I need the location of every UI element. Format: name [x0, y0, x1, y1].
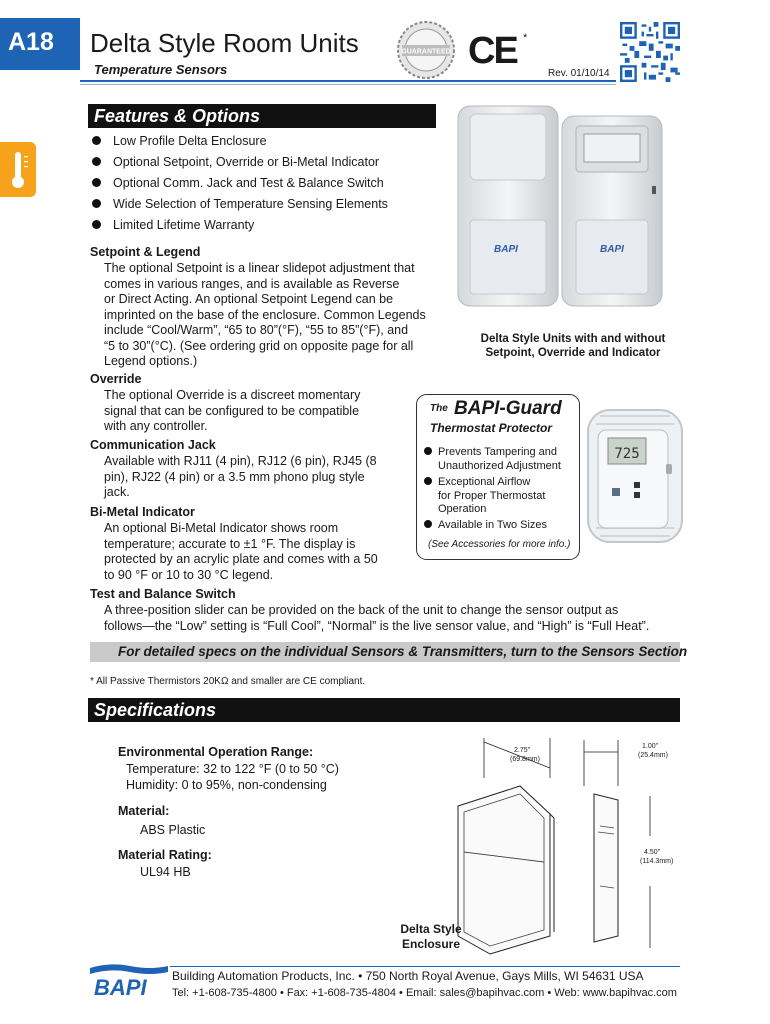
specifications-heading: Specifications [88, 698, 680, 722]
env-range-heading: Environmental Operation Range: [118, 745, 314, 759]
guard-bullet: Available in Two Sizes [424, 519, 574, 533]
dim-width-inches: 2.75" [514, 747, 531, 754]
footer-address: Building Automation Products, Inc. • 750 North Royal Avenue, Gays Mills, WI 54631 USA [172, 969, 644, 983]
comm-jack-text: Available with RJ11 (4 pin), RJ12 (6 pin), RJ45 (8 pin), RJ22 (4 pin) or a 3.5 mm phono plug style jack. [104, 454, 377, 499]
dim-height-mm: (114.3mm) [640, 858, 674, 865]
guard-bullet: Prevents Tampering and Unauthorized Adjustment [424, 446, 574, 473]
ce-asterisk: * [523, 32, 528, 44]
svg-text:BAPI: BAPI [600, 244, 624, 255]
material-rating-heading: Material Rating: [118, 848, 212, 862]
seal-text: GUARANTEED [401, 48, 451, 56]
guard-display-reading: 725 [614, 446, 640, 462]
footer-rule [170, 966, 680, 967]
enclosure-dimension-drawing [450, 726, 680, 956]
bimetal-text: An optional Bi-Metal Indicator shows room temperature; accurate to ±1 °F. The display is protected by an acrylic plate and comes with a 50 to 90 °F or 10 to 30 °C legend. [104, 521, 378, 582]
ce-mark-icon: CE [468, 30, 517, 72]
feature-bullet: Low Profile Delta Enclosure [92, 134, 267, 148]
dim-depth-mm: (25.4mm) [638, 752, 668, 759]
comm-jack-heading: Communication Jack [90, 438, 216, 452]
header-rule-thin [80, 84, 616, 85]
page-title: Delta Style Room Units [90, 28, 359, 58]
product-code: A18 [8, 28, 54, 56]
dim-width-mm: (69.8mm) [510, 756, 540, 763]
dim-depth-inches: 1.00" [642, 743, 659, 750]
header-rule [80, 80, 616, 82]
category-tab [0, 142, 36, 197]
guarantee-seal-icon [396, 20, 456, 80]
features-heading: Features & Options [88, 104, 436, 128]
feature-bullet: Optional Setpoint, Override or Bi-Metal Indicator [92, 155, 379, 169]
drawing-caption: Delta Style Enclosure [400, 922, 462, 951]
guard-name: BAPI-Guard [454, 398, 562, 419]
revision-date: Rev. 01/10/14 [548, 68, 610, 79]
page-subtitle: Temperature Sensors [94, 62, 228, 77]
override-text: The optional Override is a discreet momentary signal that can be configured to be compatible with any controller. [104, 388, 361, 433]
bapi-logo-text: BAPI [94, 975, 147, 998]
ce-footnote: * All Passive Thermistors 20KΩ and smaller are CE compliant. [90, 676, 366, 687]
env-humidity: Humidity: 0 to 95%, non-condensing [126, 778, 327, 792]
material-value: ABS Plastic [140, 823, 206, 837]
guard-the: The [430, 403, 448, 414]
guard-bullet: Exceptional Airflow for Proper Thermostat Operation [424, 476, 574, 517]
setpoint-text: The optional Setpoint is a linear slidepot adjustment that comes in various ranges, and is available as Reverse or Direct Acting. An optional Setpoint Legend can be imprinted on the base of the enclosure. Common Legends include “Cool/Warm”, “65 to 80”(°F), “55 to 85”(°F), and “5 to 30”(°C). (See ordering grid on opposite page for all Legend options.) [104, 261, 426, 368]
feature-bullet: Limited Lifetime Warranty [92, 218, 254, 232]
bapi-logo[interactable] [90, 962, 168, 998]
bapi-guard-photo [586, 408, 684, 544]
thermometer-icon [0, 142, 36, 197]
test-balance-text: A three-position slider can be provided on the back of the unit to change the sensor output as follows—the “Low” setting is “Full Cool”, “Normal” is the live sensor value, and “High” is “Full Heat”. [104, 603, 650, 633]
qr-code-icon[interactable] [620, 22, 680, 82]
bimetal-heading: Bi-Metal Indicator [90, 505, 195, 519]
override-heading: Override [90, 372, 142, 386]
svg-text:BAPI: BAPI [494, 244, 518, 255]
feature-bullet: Wide Selection of Temperature Sensing Elements [92, 197, 388, 211]
dim-height-inches: 4.50" [644, 849, 661, 856]
env-temperature: Temperature: 32 to 122 °F (0 to 50 °C) [126, 762, 339, 776]
photo-caption: Delta Style Units with and without Setpoint, Override and Indicator [480, 333, 666, 359]
setpoint-heading: Setpoint & Legend [90, 245, 201, 259]
material-heading: Material: [118, 804, 170, 818]
feature-bullet: Optional Comm. Jack and Test & Balance Switch [92, 176, 384, 190]
delta-units-photo [456, 102, 668, 312]
test-balance-heading: Test and Balance Switch [90, 587, 236, 601]
guard-accessories-note: (See Accessories for more info.) [428, 539, 571, 550]
footer-contact[interactable]: Tel: +1-608-735-4800 • Fax: +1-608-735-4804 • Email: sales@bapihvac.com • Web: www.bapihvac.com [172, 987, 677, 999]
sensors-section-callout: For detailed specs on the individual Sensors & Transmitters, turn to the Sensors Section [118, 644, 688, 659]
material-rating-value: UL94 HB [140, 865, 191, 879]
guard-subtitle: Thermostat Protector [430, 421, 553, 435]
